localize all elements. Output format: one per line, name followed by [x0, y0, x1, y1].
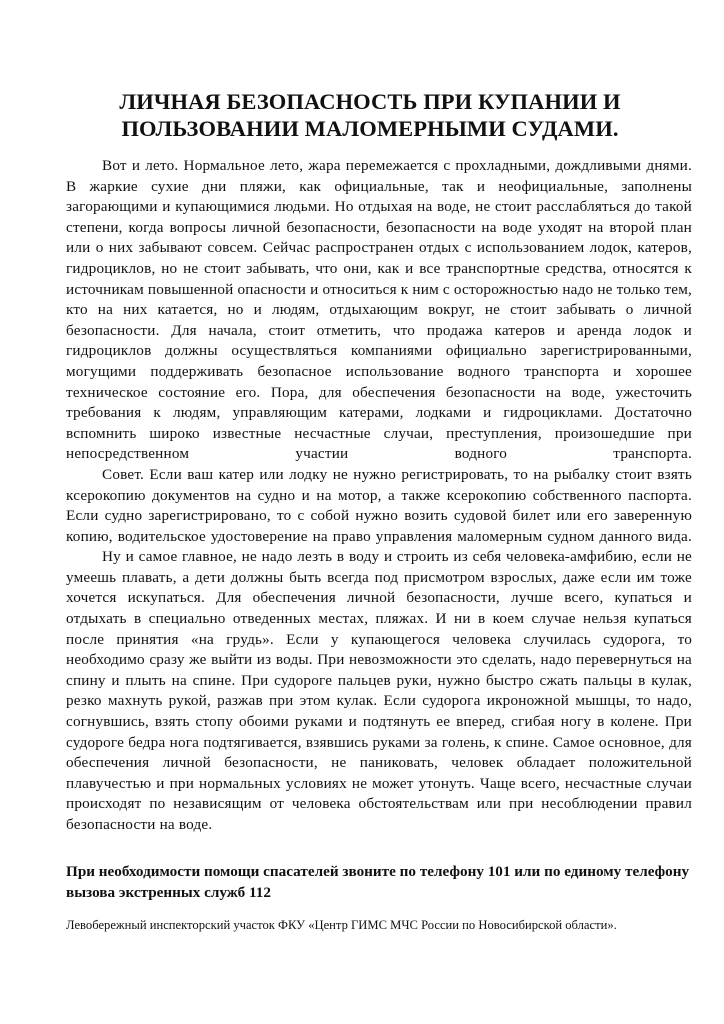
title-line-1: ЛИЧНАЯ БЕЗОПАСНОСТЬ ПРИ КУПАНИИ И: [119, 89, 621, 114]
emergency-contact-notice: При необходимости помощи спасателей звоните по телефону 101 или по единому телефону вызова экстренных служб 112: [66, 863, 690, 901]
document-title: [70, 88, 670, 142]
title-line-2: ПОЛЬЗОВАНИИ МАЛОМЕРНЫМИ СУДАМИ.: [121, 116, 619, 141]
paragraph-advice: Совет. Если ваш катер или лодку не нужно регистрировать, то на рыбалку стоит взять ксерокопию документов на судно и на мотор, а также ксерокопию собственного паспорта. Если судно зарегистрировано, то с собой нужно возить судовой билет или его заверенную копию, водительское удостоверение на право управления маломерным судном данного вида.: [66, 465, 692, 545]
paragraph-intro: Вот и лето. Нормальное лето, жара перемежается с прохладными, дождливыми днями. В жаркие сухие дни пляжи, как официальные, так и неофициальные, заполнены загорающими и купающимися людьми. Но отдыхая на воде, не стоит расслабляться до такой степени, когда вопросы личной безопасности, безопасности на воде уходят на второй план или о них забывают совсем. Сейчас распространен отдых с использованием лодок, катеров, гидроциклов, но не стоит забывать, что они, как и все транспортные средства, относятся к источникам повышенной опасности и относиться к ним с осторожностью надо не только тем, кто на них катается, но и людям, отдыхающим вокруг, не стоит забывать о личной безопасности. Для начала, стоит отметить, что продажа катеров и аренда лодок и гидроциклов должны осуществляться компаниями официально зарегистрированными, могущими поддерживать безопасное использование водного транспорта и хорошее техническое состояние его. Пора, для обеспечения безопасности на воде, ужесточить требования к людям, управляющим катерами, лодками и гидроциклами. Достаточно вспомнить широко известные несчастные случаи, преступления, произошедшие при непосредственном участии водного транспорта.: [66, 157, 692, 463]
paragraph-swimming-safety: Ну и самое главное, не надо лезть в воду и строить из себя человека-амфибию, если не умеешь плавать, а дети должны быть всегда под присмотром взрослых, даже если им тоже хочется искупаться. Для обеспечения личной безопасности, лучше всего, купаться и отдыхать в специально отведенных местах, пляжах. И ни в коем случае нельзя купаться после принятия «на грудь». Если у купающегося человека случилась судорога, то необходимо сразу же выйти из воды. При невозможности это сделать, надо перевернуться на спину и плыть на спине. При судороге пальцев руки, нужно быстро сжать пальцы в кулак, резко махнуть рукой, разжав при этом кулак. Если судорога икроножной мышцы, то надо, согнувшись, взять стопу обоими руками и подтянуть ее вперед, сгибая ногу в колене. При судороге бедра нога подтягивается, взявшись руками за голень, к спине. Самое основное, для обеспечения личной безопасности, не паниковать, человек обладает положительной плавучестью и при нормальных условиях не может утонуть. Чаще всего, несчастные случаи происходят по независящим от человека обстоятельствам или при несоблюдении правил безопасности на воде.: [66, 548, 692, 833]
document-footer: Левобережный инспекторский участок ФКУ «Центр ГИМС МЧС России по Новосибирской области».: [66, 918, 617, 932]
document-body: [66, 156, 692, 836]
